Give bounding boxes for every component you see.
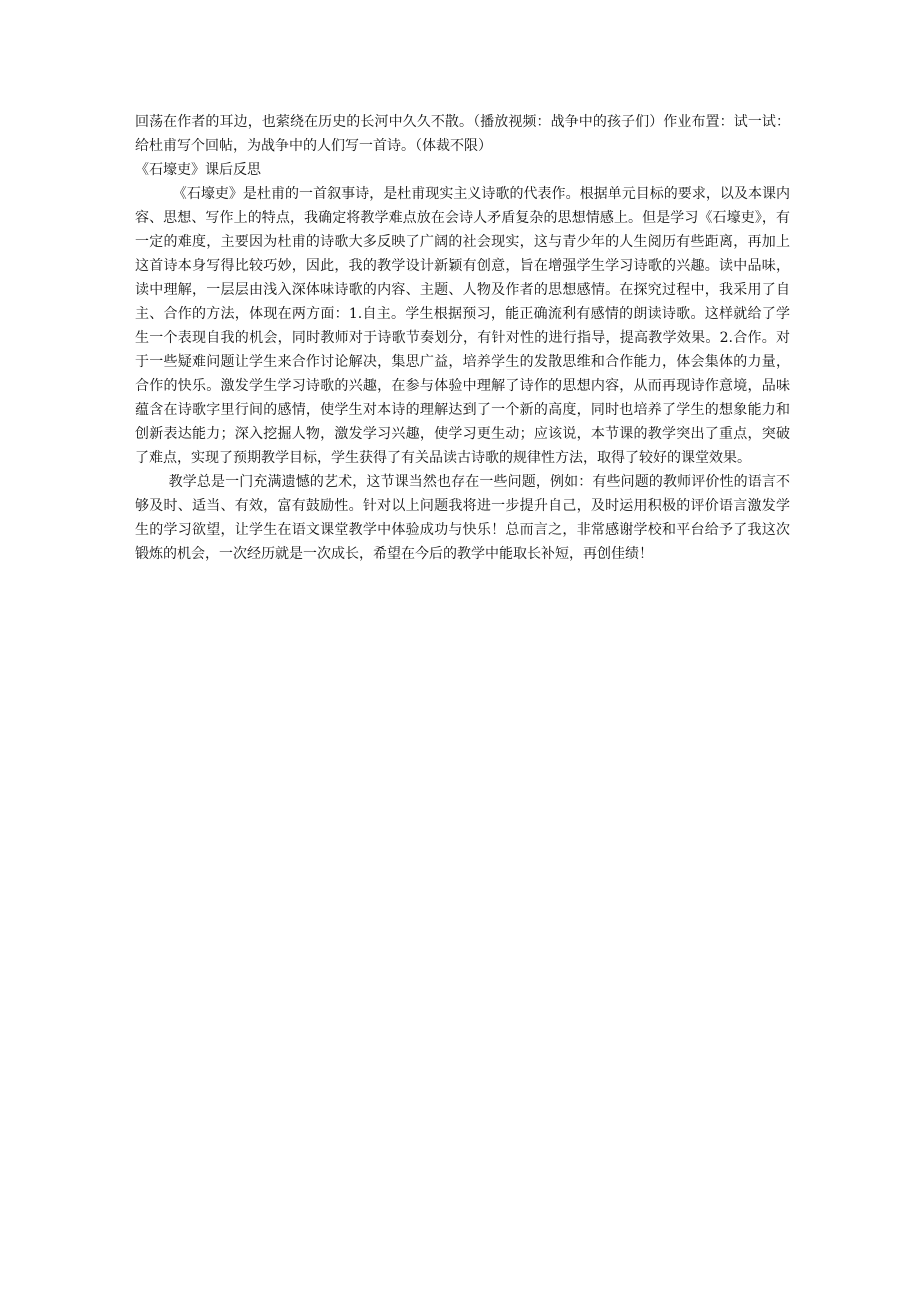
section-heading: 《石壕吏》课后反思 <box>135 162 261 178</box>
reflection-paragraph-2: 教学总是一门充满遗憾的艺术，这节课当然也存在一些问题，例如：有些问题的教师评价性的语言不够及时、适当、有效，富有鼓励性。针对以上问题我将进一步提升自己，及时运用积极的评价语言激发学生的学习欲望，让学生在语文课堂教学中体验成功与快乐！总而言之，非常感谢学校和平台给予了我这次锻炼的机会，一次经历就是一次成长，希望在今后的教学中能取长补短，再创佳绩！ <box>135 474 790 562</box>
document-body <box>135 110 790 566</box>
intro-paragraph: 回荡在作者的耳边，也萦绕在历史的长河中久久不散。（播放视频：战争中的孩子们）作业布置：试一试：给杜甫写个回帖，为战争中的人们写一首诗。（体裁不限） <box>135 114 790 154</box>
reflection-paragraph-1: 《石壕吏》是杜甫的一首叙事诗，是杜甫现实主义诗歌的代表作。根据单元目标的要求，以及本课内容、思想、写作上的特点，我确定将教学难点放在会诗人矛盾复杂的思想情感上。但是学习《石壕吏》，有一定的难度，主要因为杜甫的诗歌大多反映了广阔的社会现实，这与青少年的人生阅历有些距离，再加上这首诗本身写得比较巧妙，因此，我的教学设计新颖有创意，旨在增强学生学习诗歌的兴趣。读中品味，读中理解，一层层由浅入深体味诗歌的内容、主题、人物及作者的思想感情。在探究过程中，我采用了自主、合作的方法，体现在两方面：1.自主。学生根据预习，能正确流利有感情的朗读诗歌。这样就给了学生一个表现自我的机会，同时教师对于诗歌节奏划分，有针对性的进行指导，提高教学效果。2.合作。对于一些疑难问题让学生来合作讨论解决，集思广益，培养学生的发散思维和合作能力，体会集体的力量，合作的快乐。激发学生学习诗歌的兴趣，在参与体验中理解了诗作的思想内容，从而再现诗作意境，品味蕴含在诗歌字里行间的感情，使学生对本诗的理解达到了一个新的高度，同时也培养了学生的想象能力和创新表达能力；深入挖掘人物，激发学习兴趣，使学习更生动；应该说，本节课的教学突出了重点，突破了难点，实现了预期教学目标，学生获得了有关品读古诗歌的规律性方法，取得了较好的课堂效果。 <box>135 186 790 466</box>
